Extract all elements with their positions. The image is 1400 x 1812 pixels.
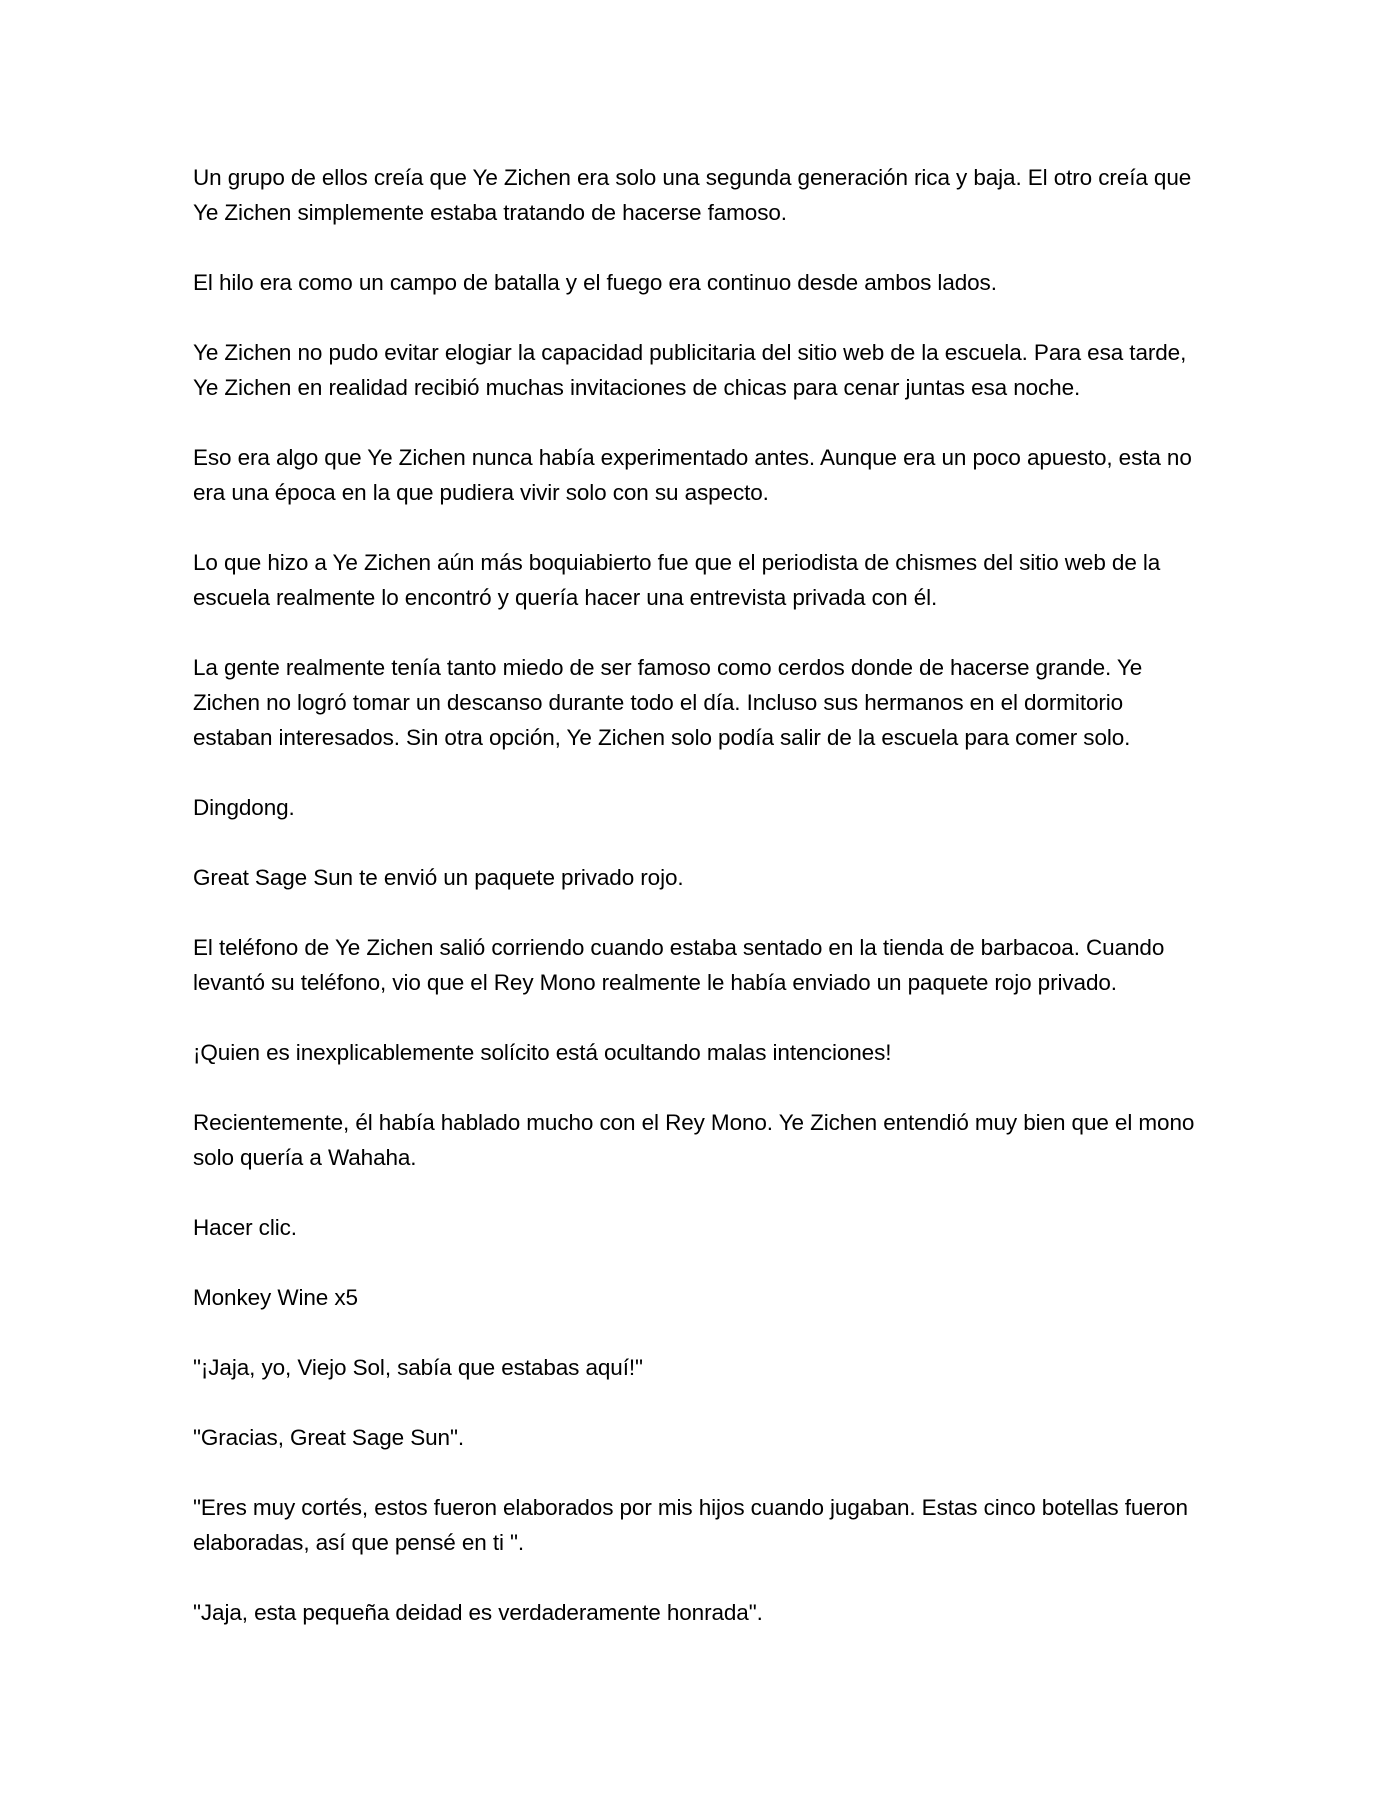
paragraph-14: "¡Jaja, yo, Viejo Sol, sabía que estabas aquí!" — [193, 1355, 643, 1380]
paragraph-7: Dingdong. — [193, 795, 295, 820]
paragraph-4: Eso era algo que Ye Zichen nunca había experimentado antes. Aunque era un poco apuesto, esta no era una época en la que pudiera vivir solo con su aspecto. — [193, 445, 1192, 505]
paragraph-2: El hilo era como un campo de batalla y el fuego era continuo desde ambos lados. — [193, 270, 997, 295]
paragraph-6: La gente realmente tenía tanto miedo de ser famoso como cerdos donde de hacerse grande. Ye Zichen no logró tomar un descanso durante todo el día. Incluso sus hermanos en el dormitorio estaban interesados. Sin otra opción, Ye Zichen solo podía salir de la escuela para comer solo. — [193, 655, 1143, 750]
paragraph-3: Ye Zichen no pudo evitar elogiar la capacidad publicitaria del sitio web de la escuela. Para esa tarde, Ye Zichen en realidad recibió muchas invitaciones de chicas para cenar juntas esa noche. — [193, 340, 1187, 400]
paragraph-10: ¡Quien es inexplicablemente solícito está ocultando malas intenciones! — [193, 1040, 892, 1065]
paragraph-17: "Jaja, esta pequeña deidad es verdaderamente honrada". — [193, 1600, 763, 1625]
paragraph-5: Lo que hizo a Ye Zichen aún más boquiabierto fue que el periodista de chismes del sitio web de la escuela realmente lo encontró y quería hacer una entrevista privada con él. — [193, 550, 1161, 610]
document-page — [193, 160, 1203, 1665]
paragraph-15: "Gracias, Great Sage Sun". — [193, 1425, 465, 1450]
paragraph-1: Un grupo de ellos creía que Ye Zichen era solo una segunda generación rica y baja. El otro creía que Ye Zichen simplemente estaba tratando de hacerse famoso. — [193, 165, 1192, 225]
paragraph-11: Recientemente, él había hablado mucho con el Rey Mono. Ye Zichen entendió muy bien que el mono solo quería a Wahaha. — [193, 1110, 1195, 1170]
paragraph-13: Monkey Wine x5 — [193, 1285, 358, 1310]
paragraph-8: Great Sage Sun te envió un paquete privado rojo. — [193, 865, 684, 890]
paragraph-9: El teléfono de Ye Zichen salió corriendo cuando estaba sentado en la tienda de barbacoa. Cuando levantó su teléfono, vio que el Rey Mono realmente le había enviado un paquete rojo privado. — [193, 935, 1165, 995]
paragraph-16: "Eres muy cortés, estos fueron elaborados por mis hijos cuando jugaban. Estas cinco botellas fueron elaboradas, así que pensé en ti ". — [193, 1495, 1188, 1555]
paragraph-12: Hacer clic. — [193, 1215, 297, 1240]
